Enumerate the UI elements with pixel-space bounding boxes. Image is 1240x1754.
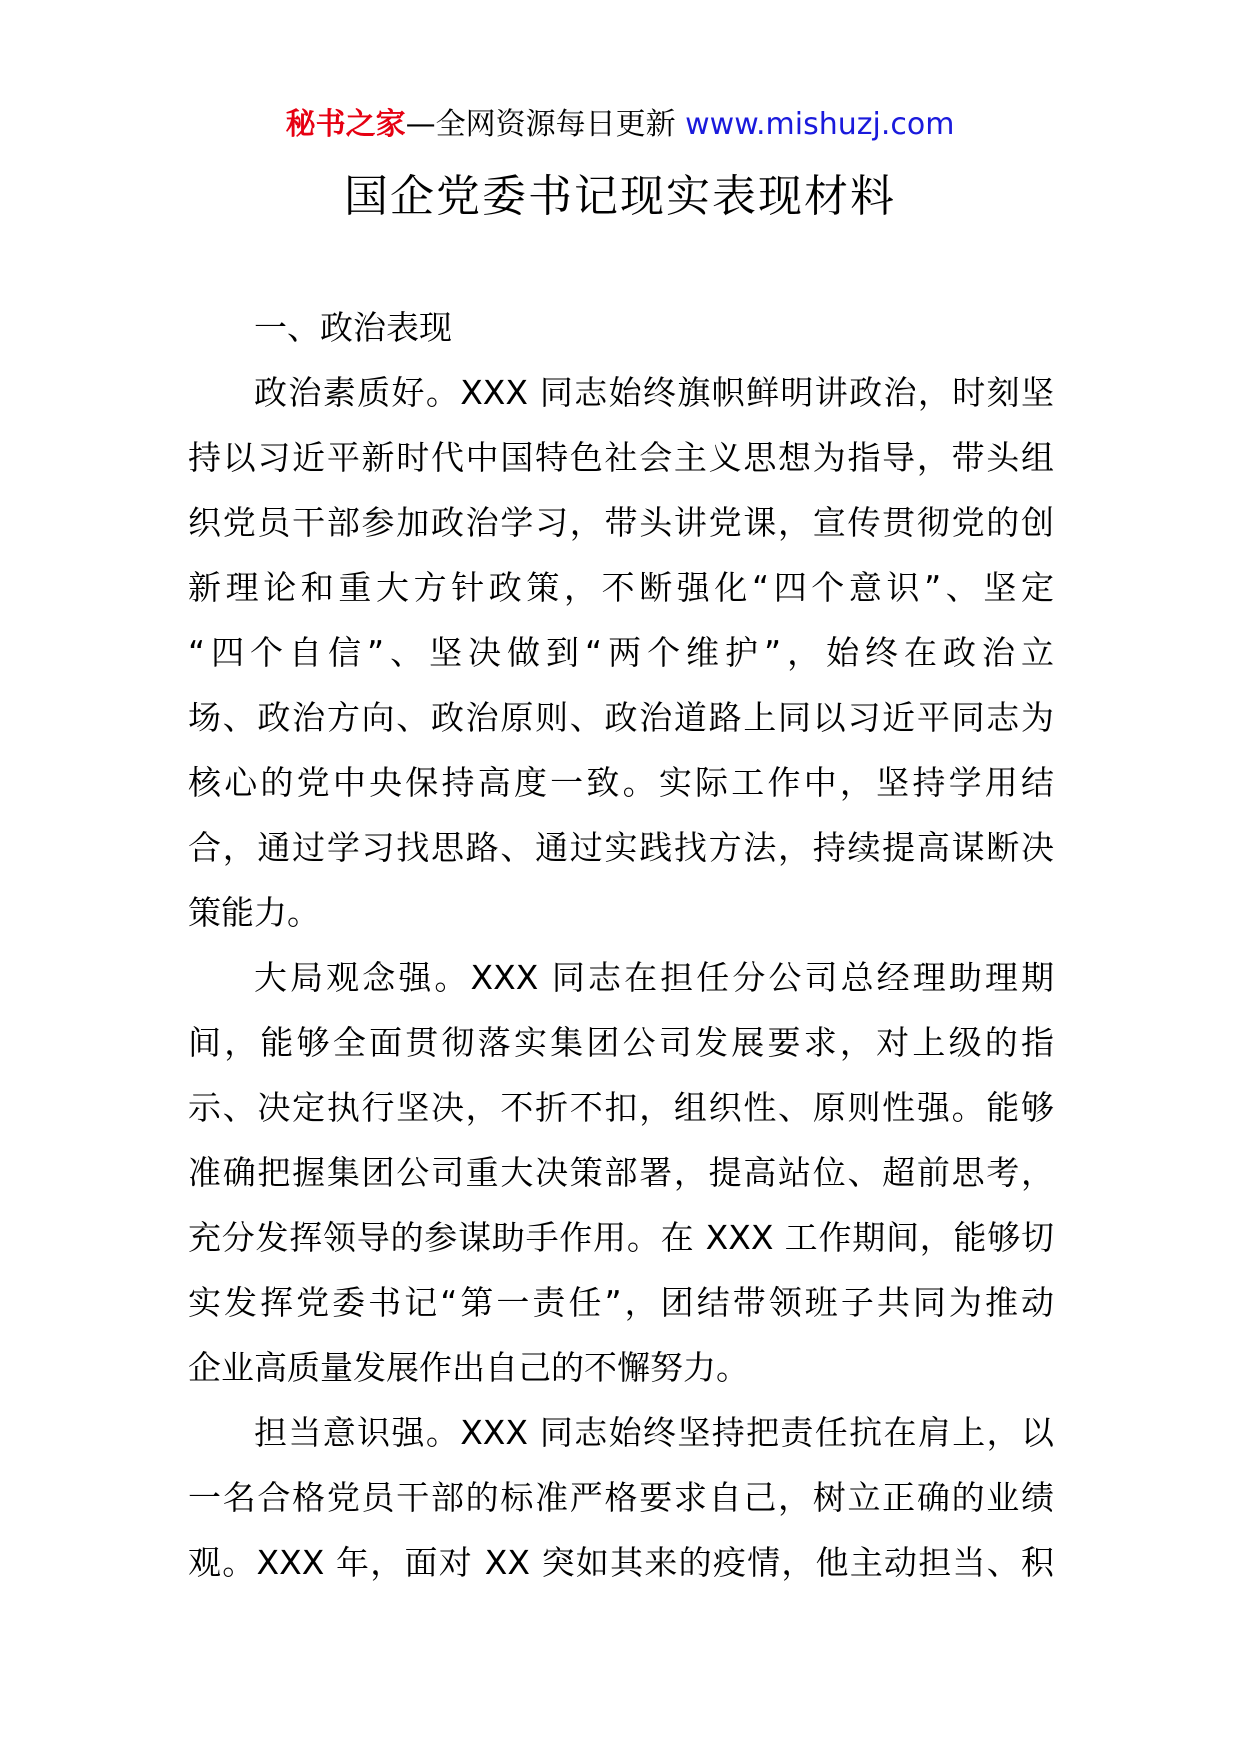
paragraph-line: 一名合格党员干部的标准严格要求自己，树立正确的业绩 (188, 1478, 1054, 1517)
paragraph-line: 策能力。 (188, 893, 320, 932)
paragraph-line: 织党员干部参加政治学习，带头讲党课，宣传贯彻党的创 (188, 503, 1054, 542)
paragraph-line: 实发挥党委书记“第一责任”，团结带领班子共同为推动 (188, 1283, 1054, 1322)
paragraph-line: 示、决定执行坚决，不折不扣，组织性、原则性强。能够 (188, 1088, 1054, 1127)
site-header (0, 100, 1240, 150)
paragraph-line: 充分发挥领导的参谋助手作用。在 XXX 工作期间，能够切 (188, 1218, 1054, 1257)
document-body (188, 295, 1054, 1595)
paragraph-line: 合，通过学习找思路、通过实践找方法，持续提高谋断决 (188, 828, 1054, 867)
section-heading-political: 一、政治表现 (254, 308, 452, 347)
paragraph-line: 企业高质量发展作出自己的不懈努力。 (188, 1348, 749, 1387)
site-brand: 秘书之家 (285, 107, 406, 142)
document-title: 国企党委书记现实表现材料 (344, 171, 896, 222)
paragraph-line: 新理论和重大方针政策，不断强化“四个意识”、坚定 (188, 568, 1054, 607)
paragraph-line: 观。XXX 年，面对 XX 突如其来的疫情，他主动担当、积 (188, 1543, 1054, 1582)
paragraph-line: 准确把握集团公司重大决策部署，提高站位、超前思考， (188, 1153, 1054, 1192)
paragraph-line: 场、政治方向、政治原则、政治道路上同以习近平同志为 (188, 698, 1054, 737)
site-url[interactable]: www.mishuzj.com (685, 107, 955, 142)
paragraph-line: 核心的党中央保持高度一致。实际工作中，坚持学用结 (188, 763, 1054, 802)
paragraph-line: 持以习近平新时代中国特色社会主义思想为指导，带头组 (188, 438, 1054, 477)
paragraph-line: 政治素质好。XXX 同志始终旗帜鲜明讲政治，时刻坚 (254, 373, 1054, 412)
site-slogan: —全网资源每日更新 (405, 107, 676, 142)
paragraph-line: “四个自信”、坚决做到“两个维护”，始终在政治立 (188, 633, 1054, 672)
paragraph-line: 担当意识强。XXX 同志始终坚持把责任抗在肩上，以 (254, 1413, 1054, 1452)
paragraph-line: 大局观念强。XXX 同志在担任分公司总经理助理期 (254, 958, 1054, 997)
paragraph-line: 间，能够全面贯彻落实集团公司发展要求，对上级的指 (188, 1023, 1054, 1062)
